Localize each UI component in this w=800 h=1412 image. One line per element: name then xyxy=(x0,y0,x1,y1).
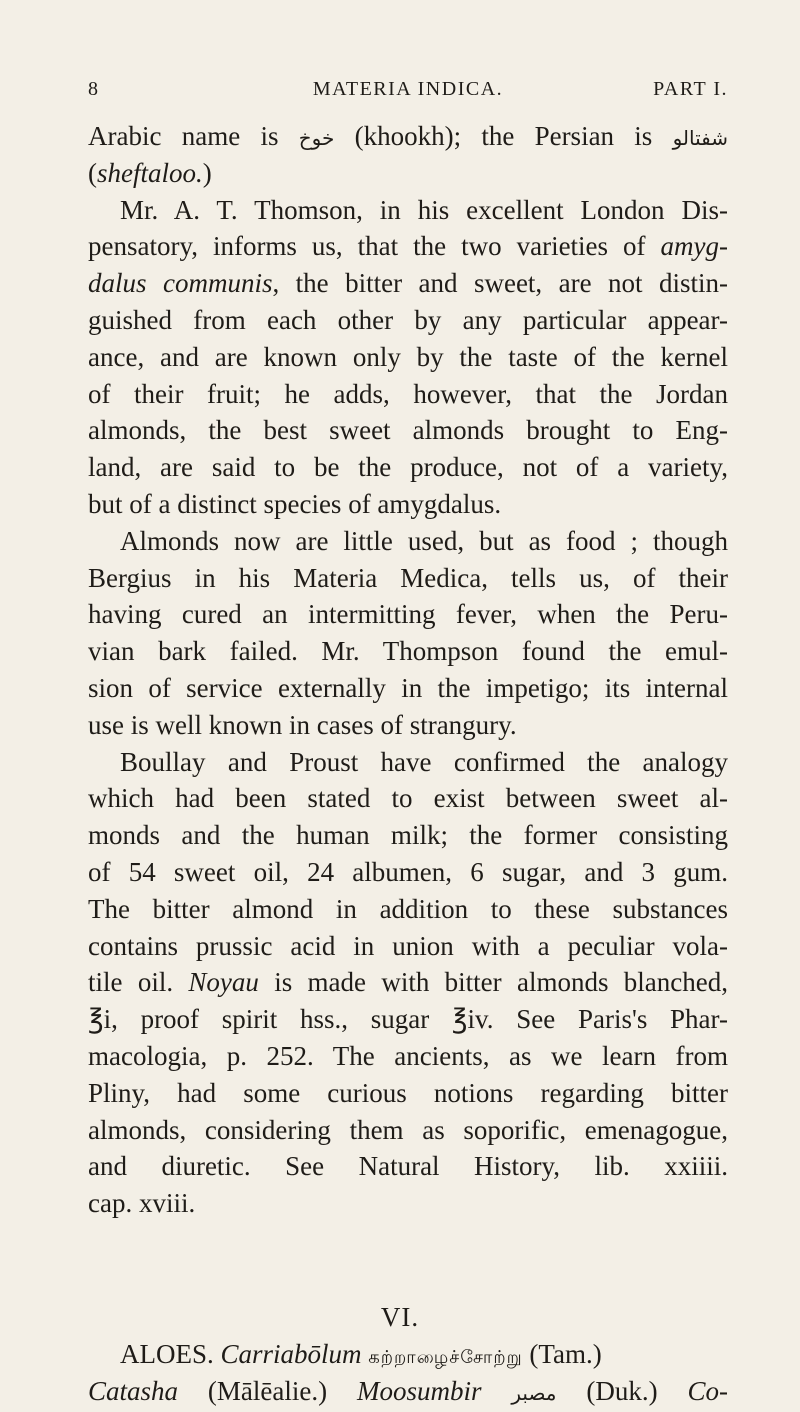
text-line: land, are said to be the produce, not of a variety, xyxy=(88,452,728,483)
arabic-word: خوخ xyxy=(298,126,335,150)
body-text xyxy=(88,118,728,1222)
text-line: contains prussic acid in union with a peculiar vola- xyxy=(88,930,728,961)
text-line: of 54 sweet oil, 24 albumen, 6 sugar, and 3 gum. xyxy=(88,856,728,887)
text-line: Pliny, had some curious notions regarding bitter xyxy=(88,1077,728,1108)
persian-word: شفتالو xyxy=(672,126,729,150)
text-line: monds and the human milk; the former consisting xyxy=(88,820,728,851)
running-title: MATERIA INDICA. xyxy=(312,78,504,100)
text-line: Bergius in his Materia Medica, tells us, of their xyxy=(88,562,728,593)
text-line: (sheftaloo.) xyxy=(88,157,212,188)
text-line: almonds, the best sweet almonds brought to Eng- xyxy=(88,415,728,446)
part-label: PART I. xyxy=(653,78,728,100)
text-line: ℥i, proof spirit hss., sugar ℥iv. See Paris's Phar- xyxy=(88,1004,728,1035)
text-line: tile oil. Noyau is made with bitter almonds blanched, xyxy=(88,967,728,998)
text-line: having cured an intermitting fever, when the Peru- xyxy=(88,599,728,630)
text-line: which had been stated to exist between sweet al- xyxy=(88,783,728,814)
text-line: and diuretic. See Natural History, lib. xxiiii. xyxy=(88,1151,728,1182)
text-line: ALOES. Carriabōlum கற்றாழைச்சோற்று (Tam.) xyxy=(120,1339,602,1369)
text-line: Boullay and Proust have confirmed the analogy xyxy=(120,746,728,777)
text-line: The bitter almond in addition to these substances xyxy=(88,893,728,924)
text-line: sion of service externally in the impetigo; its internal xyxy=(88,672,728,703)
page-number: 8 xyxy=(88,78,100,100)
section-number: VI. xyxy=(380,1302,420,1332)
text-line: almonds, considering them as soporific, emenagogue, xyxy=(88,1114,728,1145)
text-line: Mr. A. T. Thomson, in his excellent London Dis- xyxy=(120,194,728,225)
text-line: ance, and are known only by the taste of the kernel xyxy=(88,341,728,372)
text-line: vian bark failed. Mr. Thompson found the emul- xyxy=(88,636,728,667)
aloes-entry xyxy=(88,1336,728,1410)
tamil-word: கற்றாழைச்சோற்று xyxy=(368,1347,523,1368)
text-line: guished from each other by any particular appear- xyxy=(88,304,728,335)
text-line: use is well known in cases of strangury. xyxy=(88,709,517,740)
text-line: cap. xviii. xyxy=(88,1188,196,1219)
text-line: Almonds now are little used, but as food ; though xyxy=(120,525,728,556)
text-line: of their fruit; he adds, however, that the Jordan xyxy=(88,378,728,409)
text-line: pensatory, informs us, that the two varieties of amyg- xyxy=(88,231,728,262)
text-line: dalus communis, the bitter and sweet, are not distin- xyxy=(88,268,728,299)
running-head xyxy=(88,78,728,110)
text-line: Catasha (Mālēalie.) Moosumbir مصبر (Duk.) Co- xyxy=(88,1375,729,1406)
text-line: macologia, p. 252. The ancients, as we learn from xyxy=(88,1040,728,1071)
text-line: but of a distinct species of amygdalus. xyxy=(88,488,502,519)
dukhni-word: مصبر xyxy=(511,1380,557,1405)
text-line: Arabic name is خوخ (khookh); the Persian is شفتالو xyxy=(88,121,729,151)
